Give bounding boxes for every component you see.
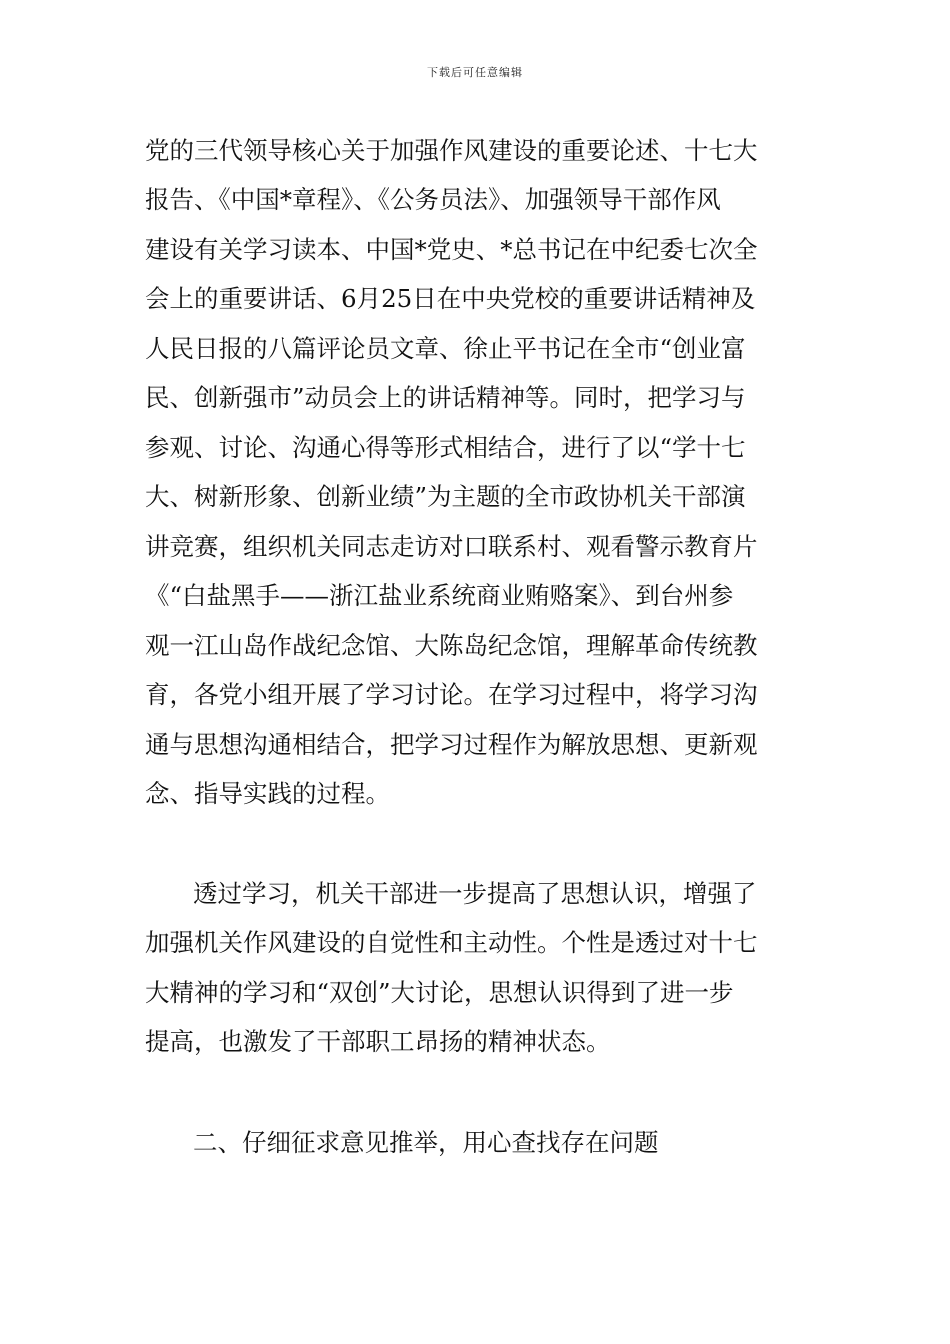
- paragraph-line: 会上的重要讲话、6月25日在中央党校的重要讲话精神及: [145, 284, 756, 313]
- page-header-note: 下载后可任意编辑: [427, 66, 523, 79]
- paragraph-line: 透过学习，机关干部进一步提高了思想认识，增强了: [193, 879, 757, 908]
- paragraph-line: 党的三代领导核心关于加强作风建设的重要论述、十七大: [145, 136, 758, 165]
- paragraph-line: 大、树新形象、创新业绩”为主题的全市政协机关干部演: [145, 482, 746, 511]
- paragraph-line: 育，各党小组开展了学习讨论。在学习过程中，将学习沟: [145, 680, 758, 709]
- paragraph-line: 民、创新强市”动员会上的讲话精神等。同时，把学习与: [145, 383, 746, 412]
- paragraph-line: 通与思想沟通相结合，把学习过程作为解放思想、更新观: [145, 730, 758, 759]
- paragraph-line: 人民日报的八篇评论员文章、徐止平书记在全市“创业富: [145, 334, 746, 363]
- paragraph-line: 建设有关学习读本、中国*党史、*总书记在中纪委七次全: [145, 235, 758, 264]
- paragraph-line: 大精神的学习和“双创”大讨论，思想认识得到了进一步: [145, 978, 734, 1007]
- paragraph-line: 提高，也激发了干部职工昂扬的精神状态。: [145, 1027, 611, 1056]
- paragraph-line: 观一江山岛作战纪念馆、大陈岛纪念馆，理解革命传统教: [145, 631, 758, 660]
- paragraph-line: 参观、讨论、沟通心得等形式相结合，进行了以“学十七: [145, 433, 746, 462]
- section-heading: 二、仔细征求意见推举，用心查找存在问题: [193, 1128, 659, 1157]
- paragraph-line: 报告、《中国*章程》、《公务员法》、加强领导干部作风: [145, 185, 721, 214]
- paragraph-line: 讲竞赛，组织机关同志走访对口联系村、观看警示教育片: [145, 532, 758, 561]
- paragraph-line: 加强机关作风建设的自觉性和主动性。个性是透过对十七: [145, 928, 758, 957]
- paragraph-line: 《“白盐黑手——浙江盐业系统商业贿赂案》、到台州参: [145, 581, 734, 610]
- paragraph-line: 念、指导实践的过程。: [145, 779, 390, 808]
